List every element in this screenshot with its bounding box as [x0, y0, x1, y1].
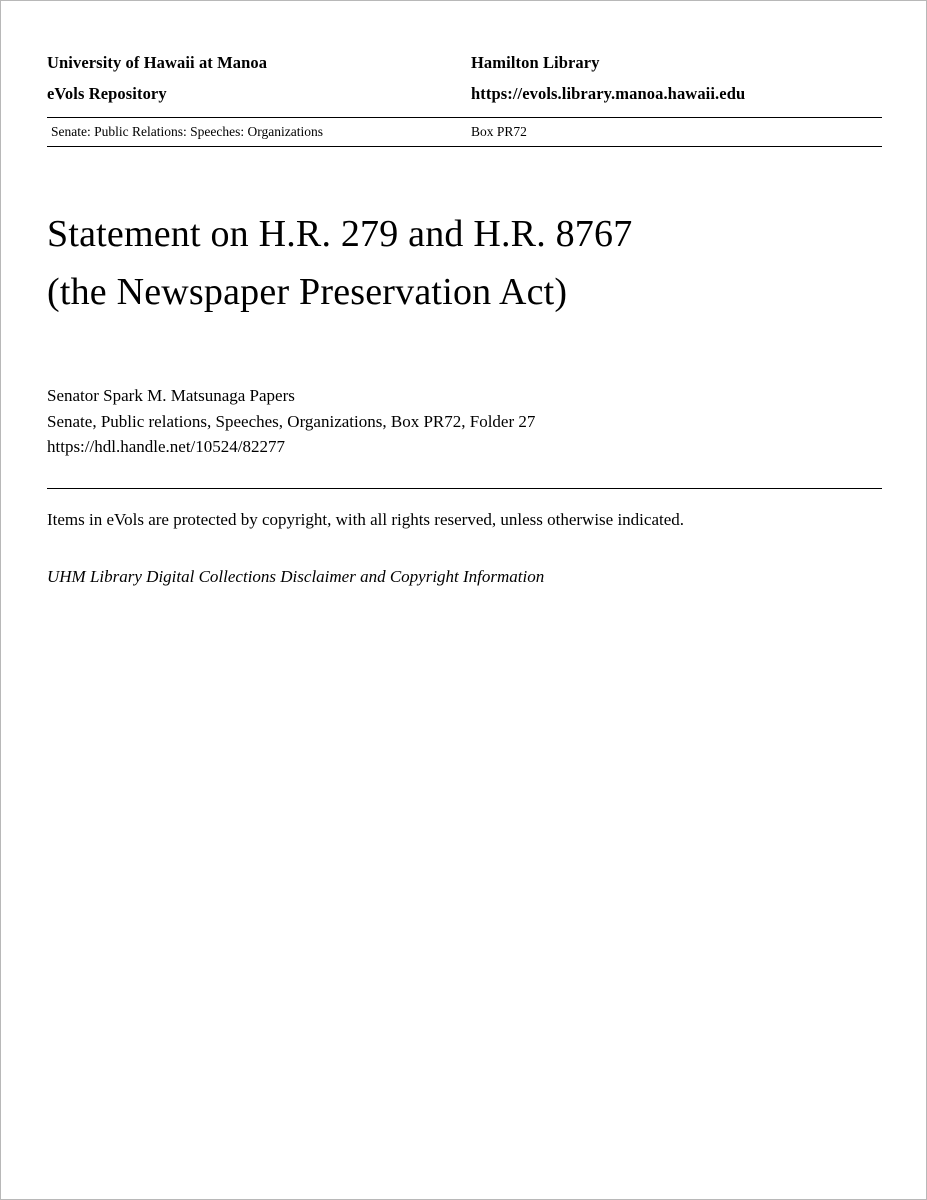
library-name: Hamilton Library: [471, 53, 600, 72]
citation-block: [47, 383, 882, 460]
citation-series: Senate, Public relations, Speeches, Organizations, Box PR72, Folder 27: [47, 411, 536, 431]
rights-divider: [47, 488, 882, 489]
title-block: [47, 205, 882, 321]
institution-name: University of Hawaii at Manoa: [47, 53, 268, 72]
citation-handle-link[interactable]: https://hdl.handle.net/10524/82277: [47, 437, 285, 456]
header-row-collection: [47, 118, 882, 146]
header-row-secondary: [47, 78, 882, 109]
rights-statement: Items in eVols are protected by copyright, with all rights reserved, unless otherwise indicated.: [47, 509, 685, 529]
page-title-line-2: (the Newspaper Preservation Act): [47, 271, 568, 313]
collection-path-cell: [51, 123, 471, 141]
header-right-primary: [471, 47, 882, 78]
box-number: Box PR72: [471, 124, 527, 139]
collection-path: Senate: Public Relations: Speeches: Organizations: [51, 124, 323, 139]
document-header: [47, 1, 882, 147]
header-left-secondary: [47, 78, 471, 109]
page-content: [47, 1, 882, 589]
header-left-primary: [47, 47, 471, 78]
disclaimer-link[interactable]: UHM Library Digital Collections Disclaimer and Copyright Information: [47, 566, 545, 586]
repository-name: eVols Repository: [47, 84, 167, 103]
citation-collection: Senator Spark M. Matsunaga Papers: [47, 386, 295, 405]
header-divider-bottom: [47, 146, 882, 147]
box-cell: [471, 123, 527, 141]
page-title-line-1: Statement on H.R. 279 and H.R. 8767: [47, 213, 633, 255]
header-row-primary: [47, 47, 882, 78]
header-right-secondary: [471, 78, 882, 109]
repository-url[interactable]: https://evols.library.manoa.hawaii.edu: [471, 84, 746, 103]
